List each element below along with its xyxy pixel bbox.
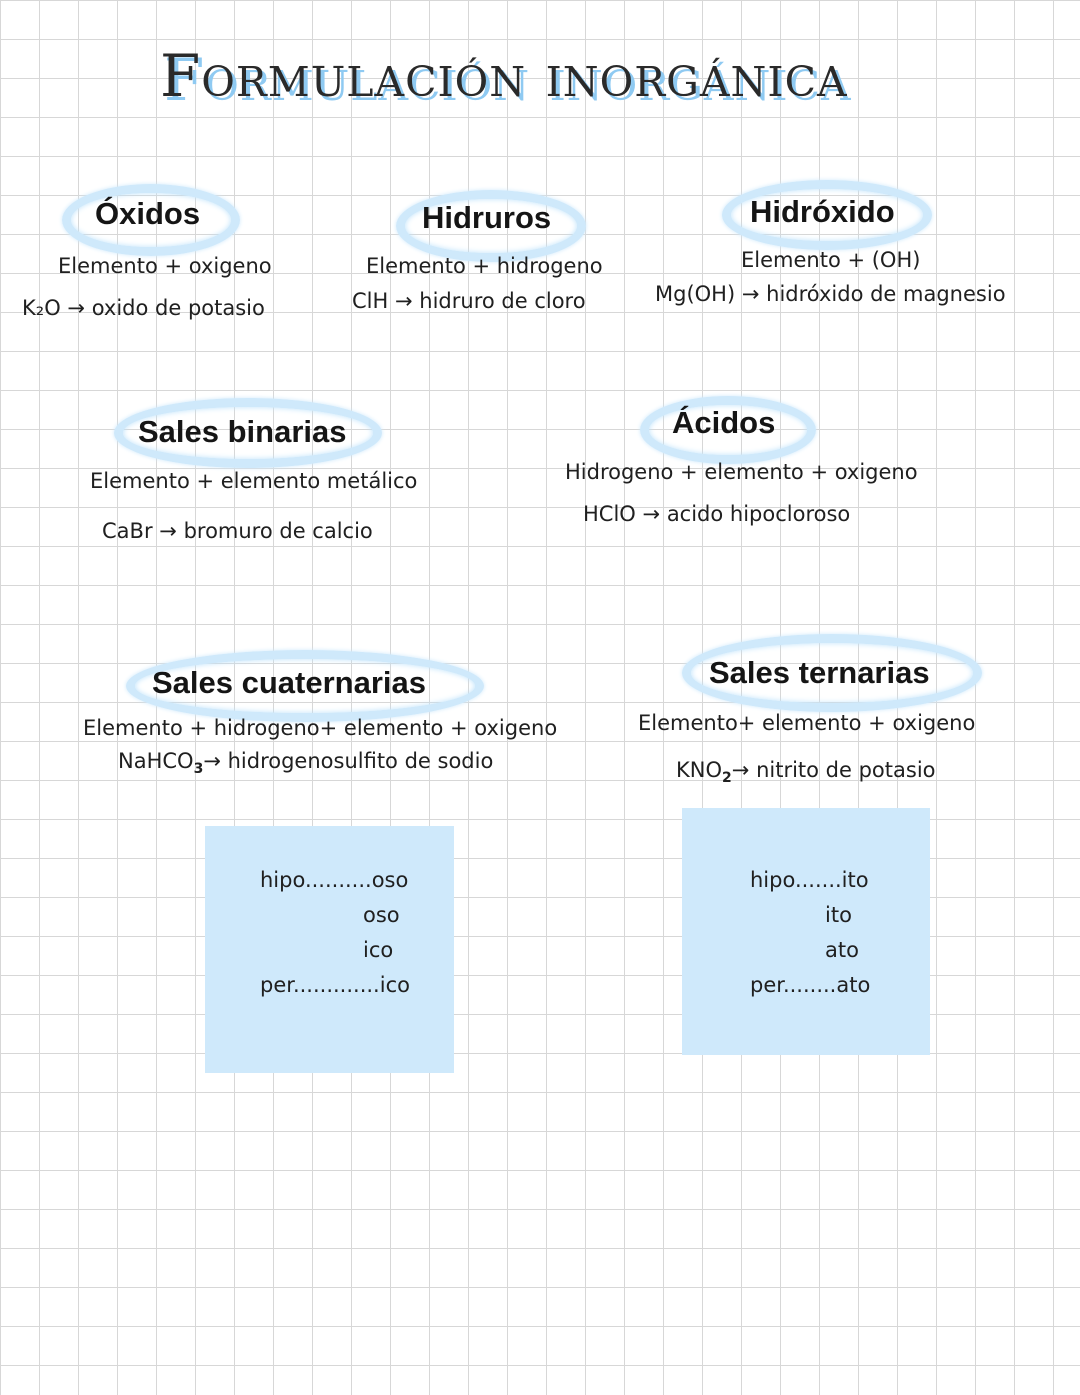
sales-cuaternarias-formula: NaHCO bbox=[118, 749, 194, 773]
sales-binarias-heading: Sales binarias bbox=[138, 414, 347, 449]
suffix-line: per........ato bbox=[750, 973, 871, 997]
sales-ternarias-name: nitrito de potasio bbox=[756, 758, 936, 782]
suffix-line: ito bbox=[825, 903, 852, 927]
arrow-icon: → bbox=[642, 502, 661, 526]
hidruros-rule: Elemento + hidrogeno bbox=[366, 254, 603, 278]
hidruros-formula: ClH bbox=[352, 289, 389, 313]
suffix-line: oso bbox=[363, 903, 400, 927]
sales-ternarias-example bbox=[676, 758, 936, 786]
sales-binarias-name: bromuro de calcio bbox=[183, 519, 373, 543]
hidroxido-example bbox=[655, 282, 1006, 306]
oxidos-example bbox=[22, 296, 265, 320]
sales-cuaternarias-name: hidrogenosulfito de sodio bbox=[227, 749, 494, 773]
oxidos-formula: K₂O bbox=[22, 296, 61, 320]
suffix-line: hipo.......ito bbox=[750, 868, 869, 892]
arrow-icon: → bbox=[394, 289, 413, 313]
acid-suffix-box bbox=[205, 826, 454, 1073]
oxidos-heading: Óxidos bbox=[95, 196, 201, 231]
sales-binarias-rule: Elemento + elemento metálico bbox=[90, 469, 418, 493]
acidos-name: acido hipocloroso bbox=[666, 502, 851, 526]
oxidos-rule: Elemento + oxigeno bbox=[58, 254, 272, 278]
sales-cuaternarias-example bbox=[118, 749, 493, 777]
salt-suffix-box bbox=[682, 808, 930, 1055]
arrow-icon: → bbox=[159, 519, 177, 543]
acidos-rule: Hidrogeno + elemento + oxigeno bbox=[565, 460, 918, 484]
hidroxido-name: hidróxido de magnesio bbox=[766, 282, 1006, 306]
hidruros-name: hidruro de cloro bbox=[419, 289, 586, 313]
page-title: Formulación inorgánica bbox=[160, 42, 848, 110]
acidos-formula: HClO bbox=[583, 502, 636, 526]
suffix-line: ato bbox=[825, 938, 859, 962]
acidos-heading: Ácidos bbox=[672, 405, 776, 440]
oxidos-name: oxido de potasio bbox=[91, 296, 265, 320]
hidroxido-formula: Mg(OH) bbox=[655, 282, 736, 306]
arrow-icon: → bbox=[203, 749, 221, 773]
suffix-line: hipo..........oso bbox=[260, 868, 409, 892]
arrow-icon: → bbox=[741, 282, 760, 306]
hidruros-example bbox=[352, 289, 586, 313]
formula-subscript: 3 bbox=[193, 761, 204, 778]
hidruros-heading: Hidruros bbox=[422, 200, 552, 235]
sales-ternarias-formula: KNO bbox=[676, 758, 723, 782]
arrow-icon: → bbox=[67, 296, 86, 320]
formula-subscript: 2 bbox=[722, 770, 732, 787]
suffix-line: ico bbox=[363, 938, 394, 962]
sales-cuaternarias-heading: Sales cuaternarias bbox=[152, 665, 427, 700]
acidos-example bbox=[583, 502, 850, 526]
sales-ternarias-rule: Elemento+ elemento + oxigeno bbox=[638, 711, 976, 735]
suffix-line: per.............ico bbox=[260, 973, 410, 997]
hidroxido-rule: Elemento + (OH) bbox=[741, 248, 921, 272]
sales-binarias-example bbox=[102, 519, 373, 543]
sales-cuaternarias-rule: Elemento + hidrogeno+ elemento + oxigeno bbox=[83, 716, 558, 740]
sales-binarias-formula: CaBr bbox=[102, 519, 153, 543]
hidroxido-heading: Hidróxido bbox=[750, 194, 895, 229]
arrow-icon: → bbox=[731, 758, 750, 782]
sales-ternarias-heading: Sales ternarias bbox=[709, 655, 930, 690]
